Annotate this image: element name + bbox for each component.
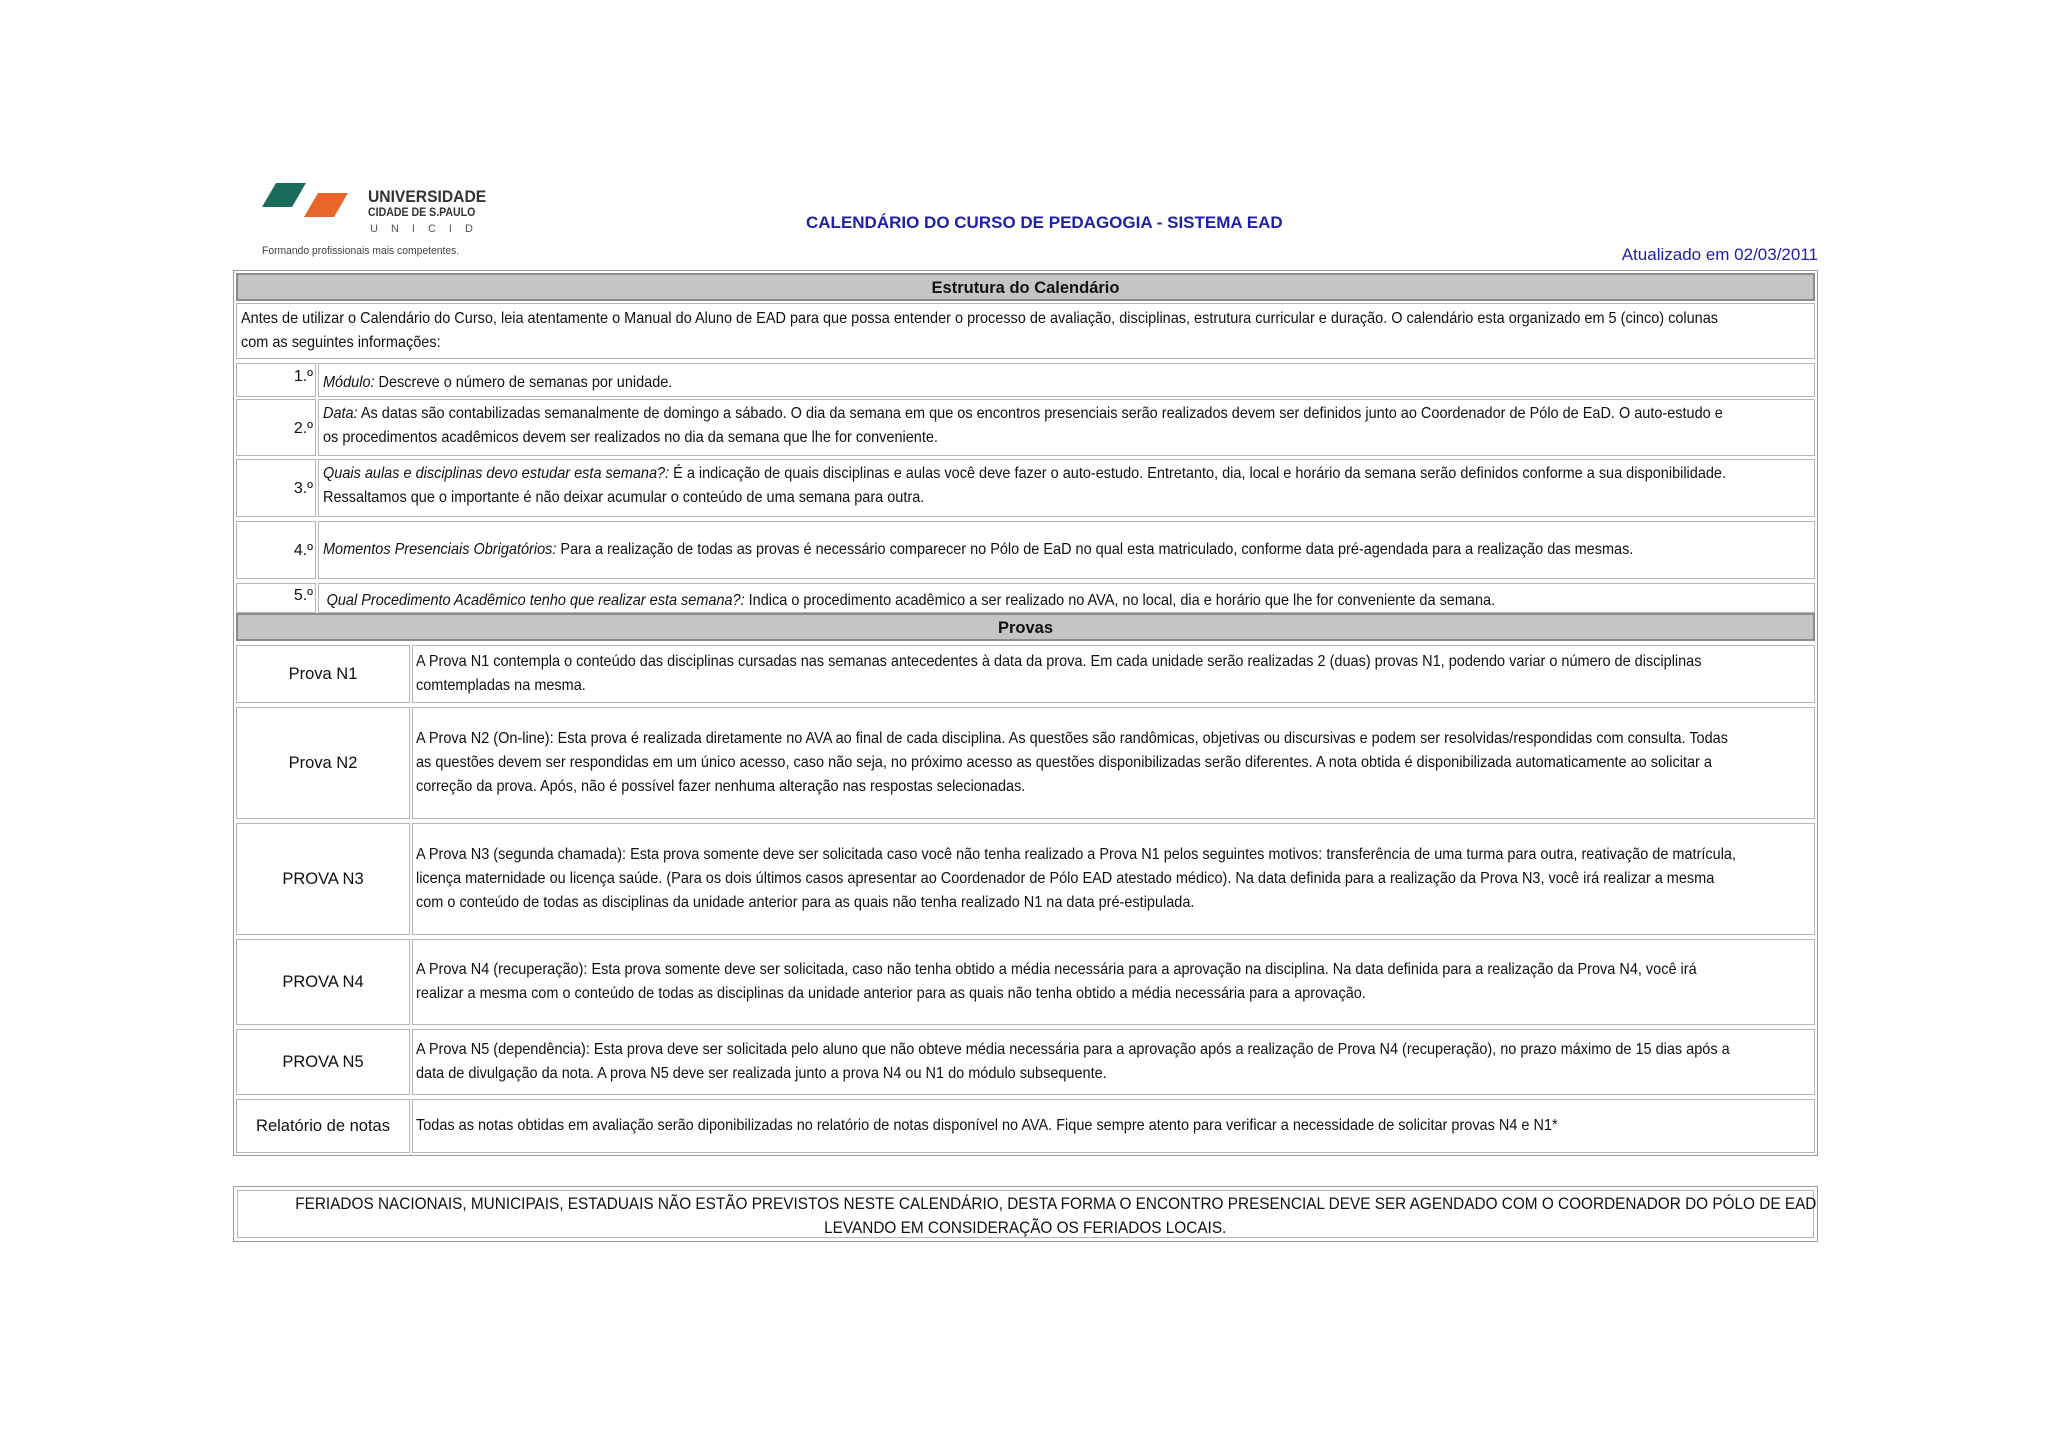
prova-line: A Prova N1 contempla o conteúdo das disciplinas cursadas nas semanas antecedentes à data da prova. Em cada unidade serão realizadas 2 (duas) provas N1, podendo variar o número de disciplinas (416, 653, 1702, 670)
prova-line: A Prova N3 (segunda chamada): Esta prova somente deve ser solicitada caso você não tenha realizado a Prova N1 pelos seguintes motivos: transferência de uma turma para outra, reativação de matrícula, (416, 846, 1737, 863)
notice-line-2: LEVANDO EM CONSIDERAÇÃO OS FERIADOS LOCAIS. (824, 1219, 1227, 1237)
item-description (318, 459, 1815, 517)
prova-description (412, 645, 1815, 703)
notice-line-1: FERIADOS NACIONAIS, MUNICIPAIS, ESTADUAIS NÃO ESTÃO PREVISTOS NESTE CALENDÁRIO, DESTA FORMA O ENCONTRO PRESENCIAL DEVE SER AGENDADO COM O COORDENADOR DO PÓLO DE EAD (295, 1195, 1817, 1213)
structure-heading: Estrutura do Calendário (236, 273, 1815, 301)
item-description (318, 363, 1815, 397)
prova-label: Relatório de notas (236, 1099, 410, 1153)
item-number: 1.º (236, 363, 316, 397)
calendar-structure-table (233, 270, 1818, 1156)
intro-line-2: com as seguintes informações: (241, 334, 441, 351)
item-number: 5.º (236, 583, 316, 613)
prova-description (412, 707, 1815, 819)
prova-description (412, 939, 1815, 1025)
prova-description (412, 1099, 1815, 1153)
updated-date: Atualizado em 02/03/2011 (1621, 245, 1818, 264)
item-term: Data: (323, 405, 358, 422)
item-term: Qual Procedimento Acadêmico tenho que realizar esta semana?: (326, 592, 745, 609)
prova-line: realizar a mesma com o conteúdo de todas as disciplinas da unidade anterior para as quais não tenha obtido a média necessária para a aprovação. (416, 985, 1366, 1002)
holiday-notice-text (237, 1190, 1817, 1238)
prova-line: as questões devem ser respondidas em um único acesso, caso não seja, no próximo acesso as questões disponibilizadas serão diferentes. A nota obtida é disponibilizada automaticamente ao solicitar a (416, 754, 1712, 771)
prova-line: data de divulgação da nota. A prova N5 deve ser realizada junto a prova N4 ou N1 do módulo subsequente. (416, 1065, 1107, 1082)
prova-line: A Prova N2 (On-line): Esta prova é realizada diretamente no AVA ao final de cada disciplina. As questões são randômicas, objetivas ou discursivas e podem ser resolvidas/respondidas com consulta. Todas (416, 730, 1728, 747)
structure-intro (236, 303, 1815, 359)
item-text: Indica o procedimento acadêmico a ser realizado no AVA, no local, dia e horário que lhe for conveniente da semana. (744, 592, 1496, 609)
item-description (318, 399, 1815, 456)
item-text: É a indicação de quais disciplinas e aulas você deve fazer o auto-estudo. Entretanto, dia, local e horário da semana serão definidos conforme a sua disponibilidade. (669, 465, 1727, 482)
item-text: Para a realização de todas as provas é necessário comparecer no Pólo de EaD no qual esta matriculado, conforme data pré-agendada para a realização das mesmas. (556, 541, 1634, 558)
item-description (318, 583, 1815, 613)
prova-line: A Prova N4 (recuperação): Esta prova somente deve ser solicitada, caso não tenha obtido a média necessária para a aprovação na disciplina. Na data definida para a realização da Prova N4, você irá (416, 961, 1697, 978)
item-text-2: os procedimentos acadêmicos devem ser realizados no dia da semana que lhe for conveniente. (323, 429, 938, 446)
item-term: Módulo: (323, 374, 375, 391)
logo-city: CIDADE DE S.PAULO (368, 207, 476, 219)
item-text: As datas são contabilizadas semanalmente de domingo a sábado. O dia da semana em que os encontros presenciais serão realizados devem ser definidos junto ao Coordenador de Pólo de EaD. O auto-estudo e (357, 405, 1723, 422)
prova-line: A Prova N5 (dependência): Esta prova deve ser solicitada pelo aluno que não obteve média necessária para a aprovação após a realização de Prova N4 (recuperação), no prazo máximo de 15 dias após a (416, 1041, 1730, 1058)
prova-label: Prova N2 (236, 707, 410, 819)
prova-line: Todas as notas obtidas em avaliação serão diponibilizadas no relatório de notas disponível no AVA. Fique sempre atento para verificar a necessidade de solicitar provas N4 e N1* (416, 1117, 1558, 1134)
provas-heading: Provas (236, 613, 1815, 641)
prova-line: correção da prova. Após, não é possível fazer nenhuma alteração nas respostas selecionadas. (416, 778, 1026, 795)
item-text-2: Ressaltamos que o importante é não deixar acumular o conteúdo de uma semana para outra. (323, 489, 925, 506)
item-text: Descreve o número de semanas por unidade. (374, 374, 673, 391)
item-description (318, 521, 1815, 579)
prova-line: licença maternidade ou licença saúde. (Para os dois últimos casos apresentar ao Coordenador de Pólo EAD atestado médico). Na data definida para a realização da Prova N3, você irá realizar a mesma (416, 870, 1715, 887)
page-title: CALENDÁRIO DO CURSO DE PEDAGOGIA - SISTEMA EAD (806, 213, 1283, 232)
prova-line: comtempladas na mesma. (416, 677, 586, 694)
prova-label: PROVA N4 (236, 939, 410, 1025)
prova-label: PROVA N3 (236, 823, 410, 935)
item-number: 2.º (236, 399, 316, 456)
item-number: 3.º (236, 459, 316, 517)
prova-description (412, 1029, 1815, 1095)
item-number: 4.º (236, 521, 316, 579)
item-term: Quais aulas e disciplinas devo estudar esta semana?: (323, 465, 670, 482)
prova-label: Prova N1 (236, 645, 410, 703)
logo-acronym: UNICID (370, 223, 486, 235)
intro-line-1: Antes de utilizar o Calendário do Curso, leia atentamente o Manual do Aluno de EAD para que possa entender o processo de avaliação, disciplinas, estrutura curricular e duração. O calendário esta organizado em 5 (cinco) colunas (241, 310, 1719, 327)
prova-label: PROVA N5 (236, 1029, 410, 1095)
prova-description (412, 823, 1815, 935)
logo-mark-icon (262, 183, 362, 217)
item-term: Momentos Presenciais Obrigatórios: (323, 541, 557, 558)
logo-name: UNIVERSIDADE (368, 187, 487, 206)
logo-tagline: Formando profissionais mais competentes. (262, 245, 460, 257)
unicid-logo (262, 183, 490, 261)
prova-line: com o conteúdo de todas as disciplinas da unidade anterior para as quais não tenha realizado N1 na data pré-estipulada. (416, 894, 1195, 911)
holiday-notice (233, 1186, 1818, 1242)
